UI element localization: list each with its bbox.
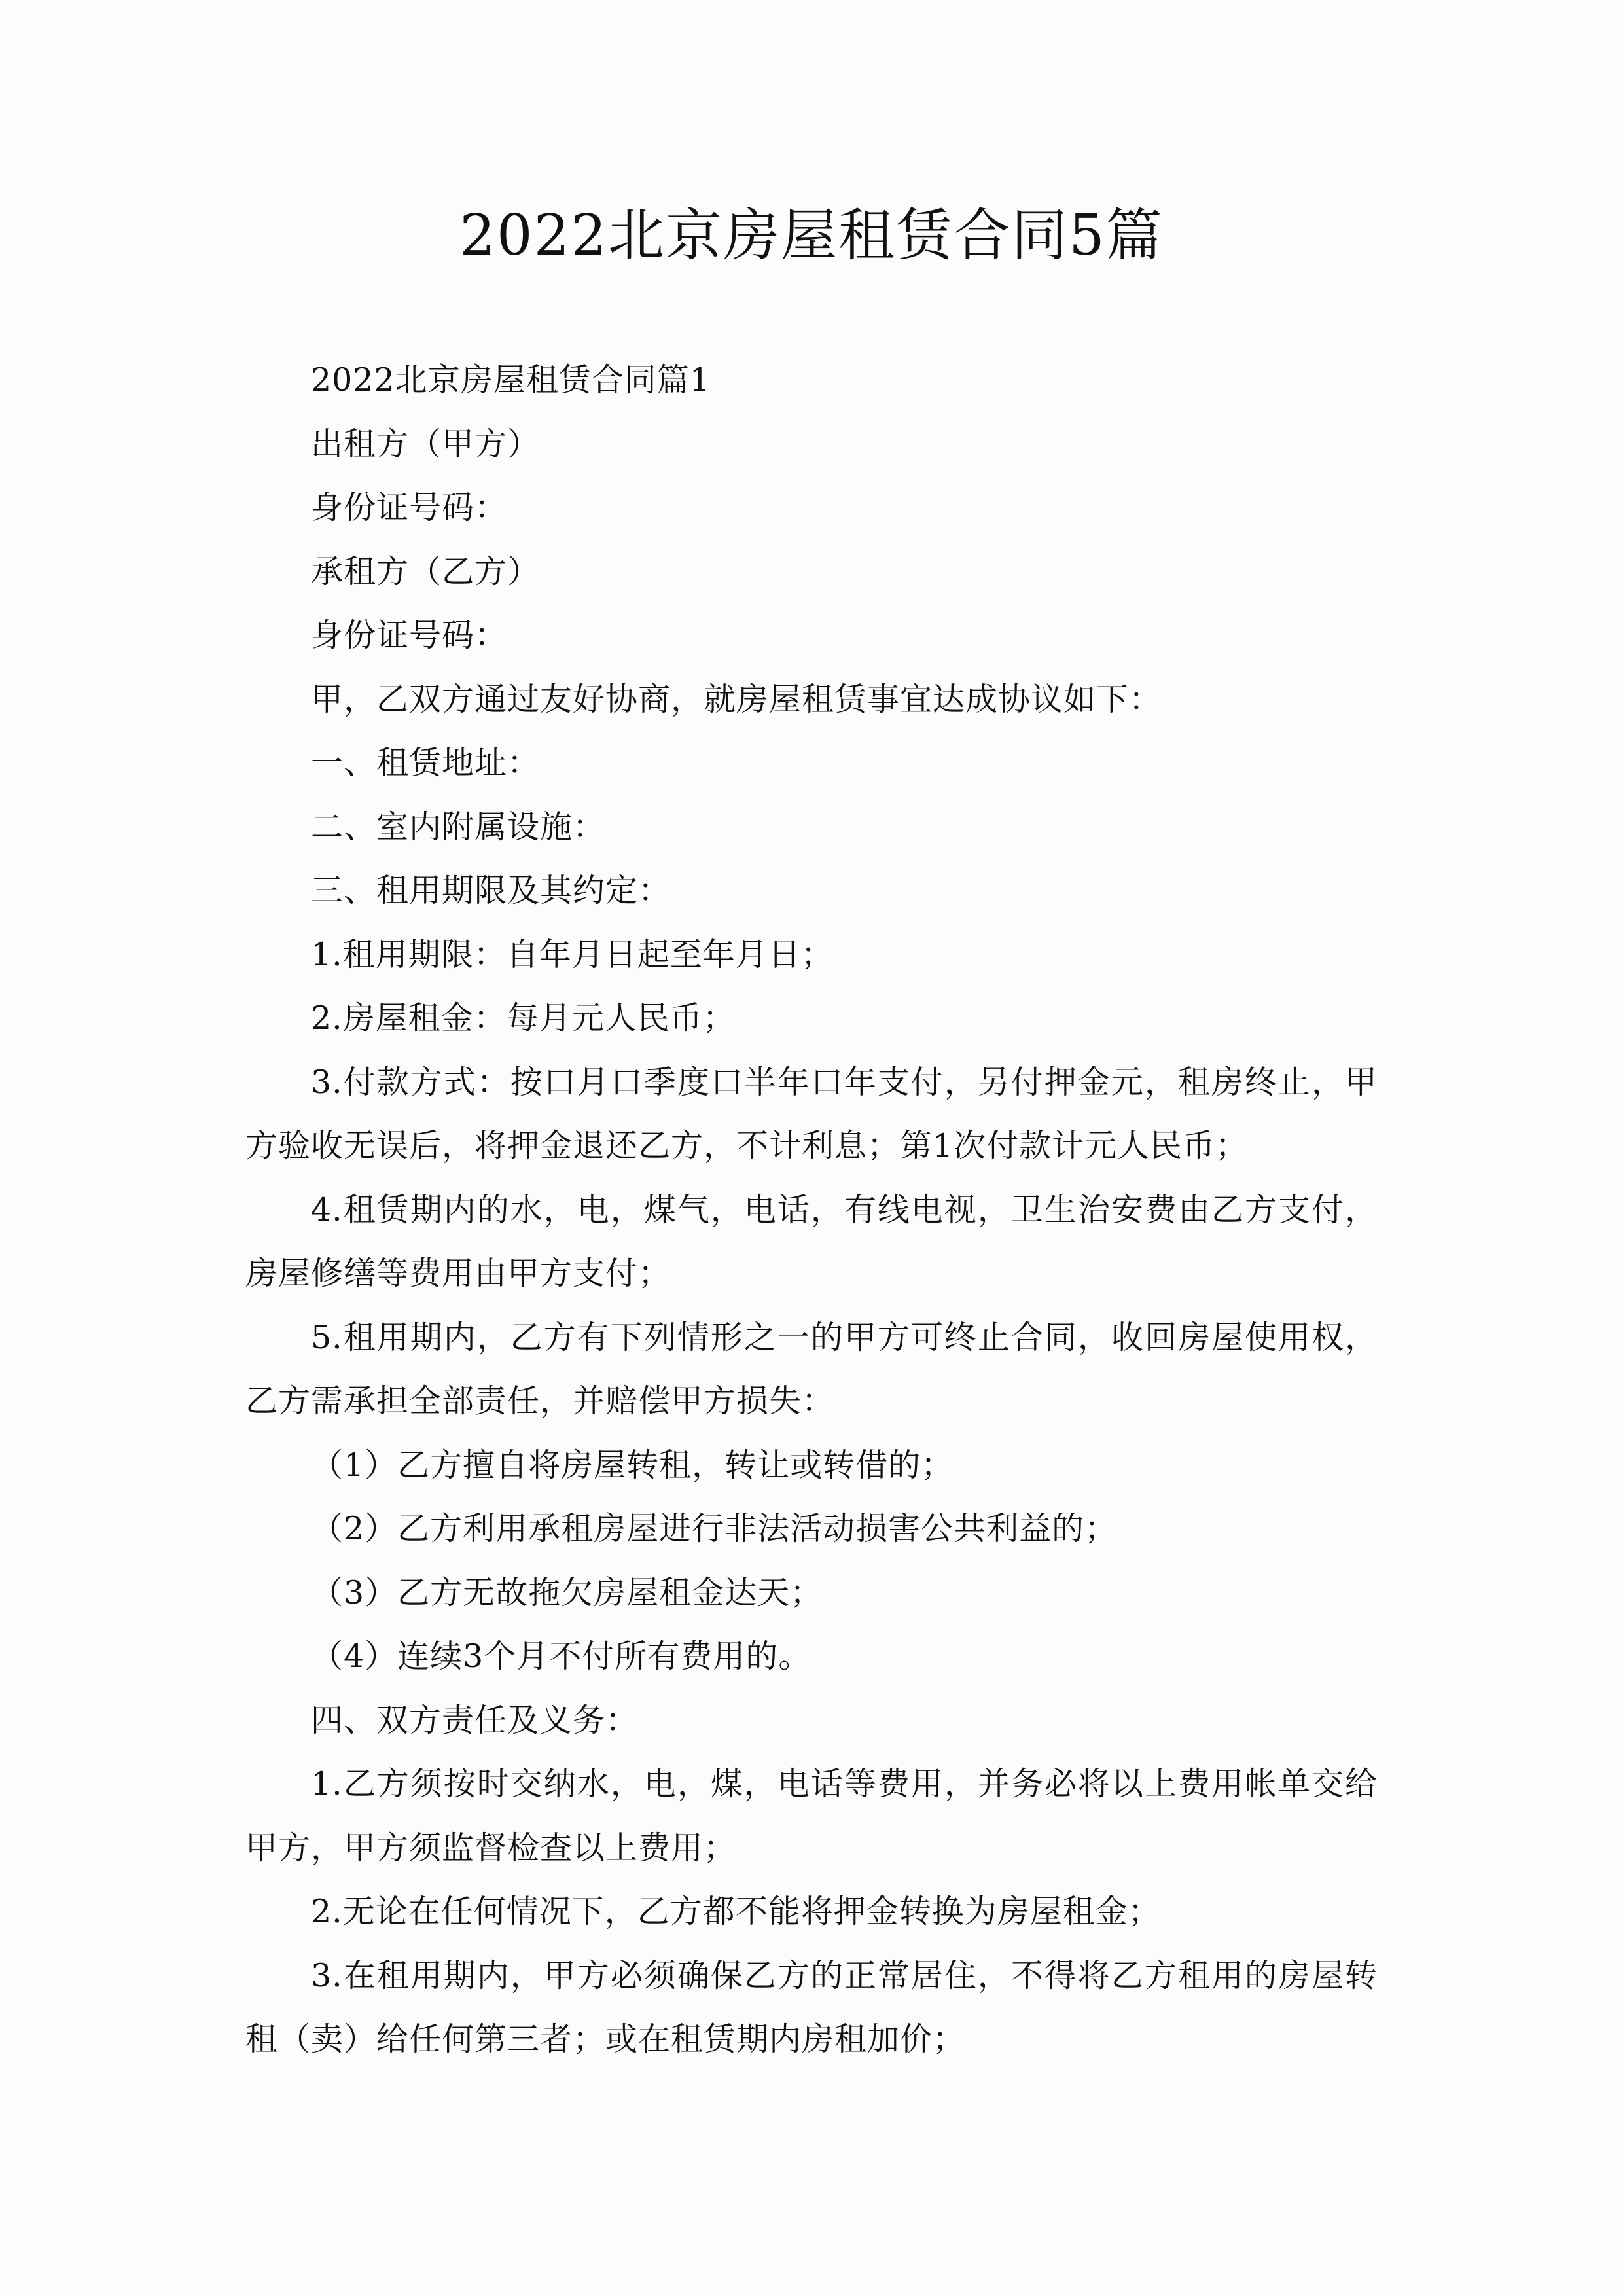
agreement-preamble: 甲，乙双方通过友好协商，就房屋租赁事宜达成协议如下： — [311, 680, 1162, 718]
clause-1-address: 一、租赁地址： — [311, 744, 541, 781]
clause-3-term: 三、租用期限及其约定： — [311, 872, 671, 909]
document-body — [245, 348, 1378, 2072]
clause-4-item-2: 2.无论在任何情况下，乙方都不能将押金转换为房屋租金； — [311, 1893, 1161, 1930]
clause-3-item-4: 4.租赁期内的水，电，煤气，电话，有线电视，卫生治安费由乙方支付，房屋修缮等费用由甲方支付； — [245, 1191, 1378, 1292]
clause-2-facilities: 二、室内附属设施： — [311, 808, 606, 846]
clause-3-item-5: 5.租用期内，乙方有下列情形之一的甲方可终止合同，收回房屋使用权，乙方需承担全部责任，并赔偿甲方损失： — [245, 1318, 1378, 1420]
clause-3-item-3: 3.付款方式：按口月口季度口半年口年支付，另付押金元，租房终止，甲方验收无误后，将押金退还乙方，不计利息；第1次付款计元人民币； — [245, 1063, 1378, 1164]
termination-case-4: （4）连续3个月不付所有费用的。 — [311, 1638, 812, 1675]
clause-4-item-3: 3.在租用期内，甲方必须确保乙方的正常居住，不得将乙方租用的房屋转租（卖）给任何第三者；或在租赁期内房租加价； — [245, 1956, 1378, 2058]
termination-case-1: （1）乙方擅自将房屋转租，转让或转借的； — [311, 1446, 954, 1484]
clause-4-item-1: 1.乙方须按时交纳水，电，煤，电话等费用，并务必将以上费用帐单交给甲方，甲方须监督检查以上费用； — [245, 1765, 1378, 1867]
termination-case-3: （3）乙方无故拖欠房屋租金达天； — [311, 1573, 823, 1611]
lessee-label: 承租方（乙方） — [311, 552, 541, 590]
clause-4-duties: 四、双方责任及义务： — [311, 1701, 639, 1739]
lessor-id-label: 身份证号码： — [311, 489, 508, 526]
document-title: 2022北京房屋租赁合同5篇 — [459, 203, 1164, 268]
clause-3-item-1: 1.租用期限：自年月日起至年月日； — [311, 935, 834, 973]
clause-3-item-2: 2.房屋租金：每月元人民币； — [311, 999, 736, 1037]
lessee-id-label: 身份证号码： — [311, 617, 508, 654]
section-heading-part-1: 2022北京房屋租赁合同篇1 — [311, 361, 711, 399]
lessor-label: 出租方（甲方） — [311, 425, 541, 463]
termination-case-2: （2）乙方利用承租房屋进行非法活动损害公共利益的； — [311, 1510, 1118, 1547]
